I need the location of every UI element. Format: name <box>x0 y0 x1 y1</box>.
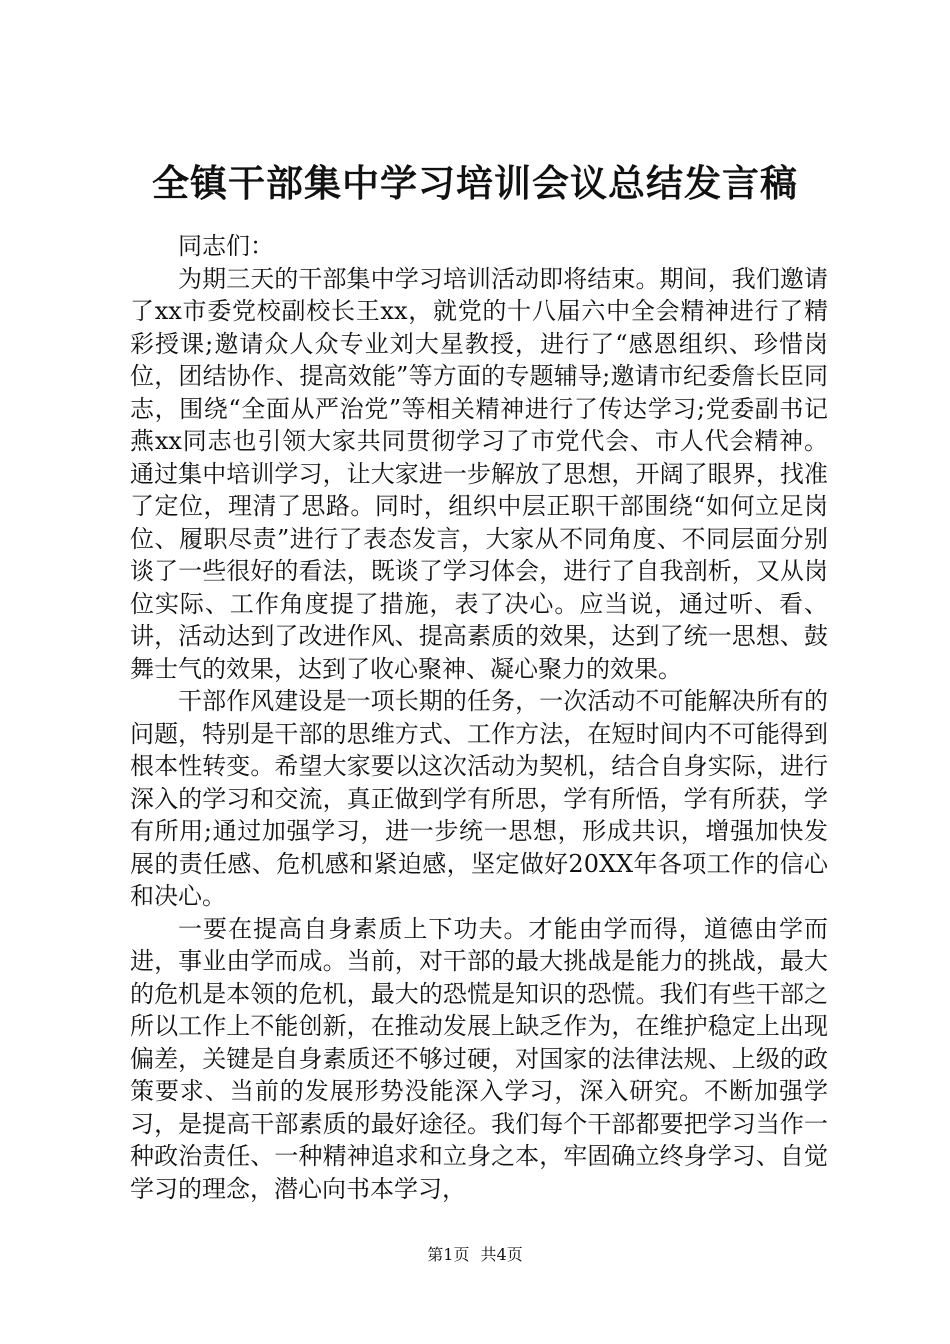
page-footer <box>0 1245 950 1265</box>
paragraph: 为期三天的干部集中学习培训活动即将结束。期间，我们邀请了xx市委党校副校长王xx，就党的十八届六中全会精神进行了精彩授课;邀请众人众专业刘大星教授，进行了“感恩组织、珍惜岗位，团结协作、提高效能”等方面的专题辅导;邀请市纪委詹长臣同志，围绕“全面从严治党”等相关精神进行了传达学习;党委副书记燕xx同志也引领大家共同贯彻学习了市党代会、市人代会精神。通过集中培训学习，让大家进一步解放了思想，开阔了眼界，找准了定位，理清了思路。同时，组织中层正职干部围绕“如何立足岗位、履职尽责”进行了表态发言，大家从不同角度、不同层面分别谈了一些很好的看法，既谈了学习体会，进行了自我剖析，又从岗位实际、工作角度提了措施，表了决心。应当说，通过听、看、讲，活动达到了改进作风、提高素质的效果，达到了统一思想、鼓舞士气的效果，达到了收心聚神、凝心聚力的效果。 <box>130 264 828 683</box>
page-number: 第1页 <box>427 1245 470 1264</box>
document-body <box>130 230 828 1205</box>
paragraph: 干部作风建设是一项长期的任务，一次活动不可能解决所有的问题，特别是干部的思维方式、工作方法，在短时间内不可能得到根本性转变。希望大家要以这次活动为契机，结合自身实际，进行深入的学习和交流，真正做到学有所思，学有所悟，学有所获，学有所用;通过加强学习，进一步统一思想，形成共识，增强加快发展的责任感、危机感和紧迫感，坚定做好20XX年各项工作的信心和决心。 <box>130 687 828 910</box>
salutation: 同志们： <box>178 232 274 260</box>
document-title: 全镇干部集中学习培训会议总结发言稿 <box>152 162 798 205</box>
paragraph: 一要在提高自身素质上下功夫。才能由学而得，道德由学而进，事业由学而成。当前，对干部的最大挑战是能力的挑战，最大的危机是本领的危机，最大的恐慌是知识的恐慌。我们有些干部之所以工作上不能创新，在推动发展上缺乏作为，在维护稳定上出现偏差，关键是自身素质还不够过硬，对国家的法律法规、上级的政策要求、当前的发展形势没能深入学习，深入研究。不断加强学习，是提高干部素质的最好途径。我们每个干部都要把学习当作一种政治责任、一种精神追求和立身之本，牢固确立终身学习、自觉学习的理念，潜心向书本学习， <box>130 914 828 1203</box>
page-total: 共4页 <box>480 1245 523 1264</box>
